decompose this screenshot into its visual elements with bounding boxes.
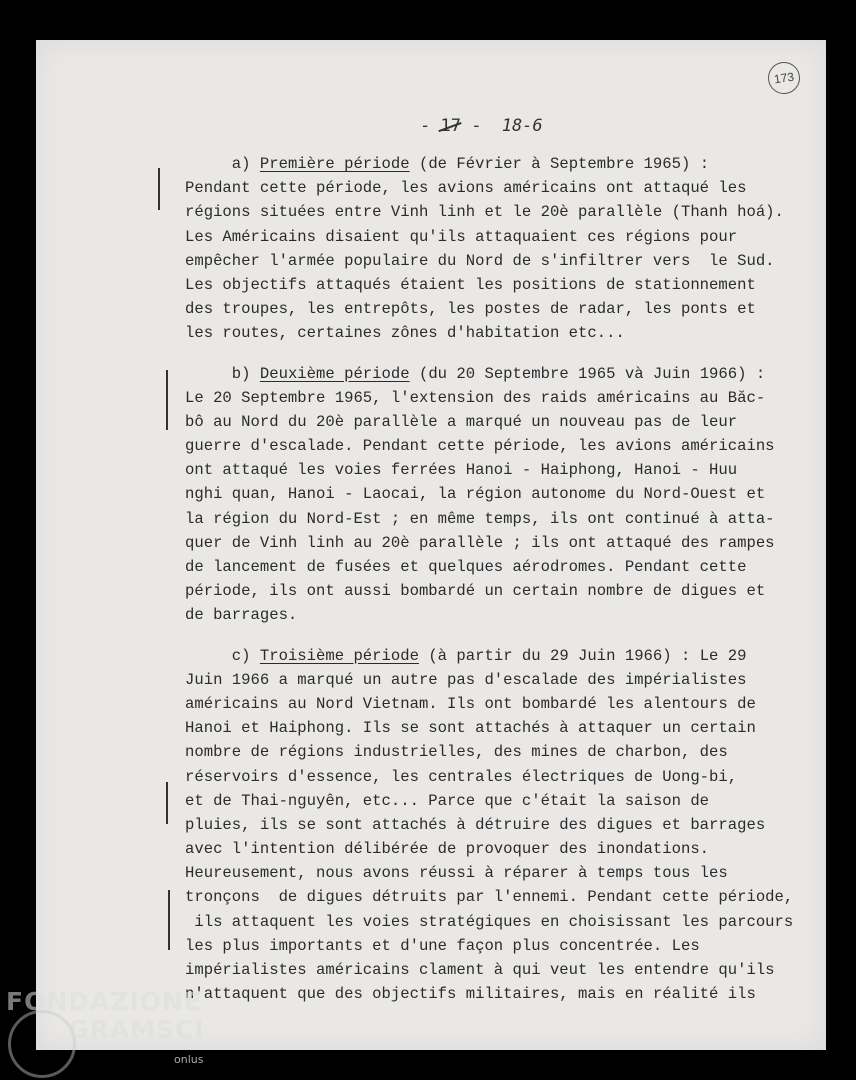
section-heading-line bbox=[185, 362, 825, 386]
margin-mark-c1 bbox=[166, 782, 168, 824]
text-line bbox=[185, 837, 825, 861]
line-text: Hanoi et Haiphong. Ils se sont attachés à attaquer un certain bbox=[185, 719, 756, 738]
line-text: (du 20 Septembre 1965 và Juin 1966) : bbox=[409, 364, 766, 383]
margin-mark-b bbox=[166, 370, 168, 430]
line-text: ont attaqué les voies ferrées Hanoi - Haiphong, Hanoi - Huu bbox=[185, 461, 738, 480]
line-text: pluies, ils se sont attachés à détruire des digues et barrages bbox=[185, 815, 766, 834]
line-text: de barrages. bbox=[185, 606, 298, 625]
text-line bbox=[185, 200, 825, 224]
text-line bbox=[185, 249, 825, 273]
text-line bbox=[185, 716, 825, 740]
text-line bbox=[185, 885, 825, 909]
text-line bbox=[185, 176, 825, 200]
line-text: régions situées entre Vinh linh et le 20è parallèle (Thanh hoá). bbox=[185, 203, 784, 222]
line-text: guerre d'escalade. Pendant cette période, les avions américains bbox=[185, 437, 775, 456]
section-label: a) bbox=[231, 155, 260, 173]
line-text: la région du Nord-Est ; en même temps, ils ont continué à atta- bbox=[185, 509, 775, 528]
watermark bbox=[6, 987, 205, 1066]
text-line bbox=[185, 861, 825, 885]
text-line bbox=[185, 225, 825, 249]
line-text: quer de Vinh linh au 20è parallèle ; ils ont attaqué des rampes bbox=[185, 533, 775, 552]
text-line bbox=[185, 692, 825, 716]
section-heading: Deuxième période bbox=[259, 364, 410, 383]
text-line bbox=[185, 531, 825, 555]
text-line bbox=[185, 386, 825, 410]
text-line bbox=[185, 934, 825, 958]
line-text: nombre de régions industrielles, des mines de charbon, des bbox=[185, 743, 728, 762]
text-line bbox=[185, 458, 825, 482]
line-text: tronçons de digues détruits par l'ennemi. Pendant cette période, bbox=[185, 888, 794, 907]
text-line bbox=[185, 482, 825, 506]
line-text: empêcher l'armée populaire du Nord de s'infiltrer vers le Sud. bbox=[185, 251, 775, 270]
line-text: Heureusement, nous avons réussi à réparer à temps tous les bbox=[185, 864, 728, 883]
text-line bbox=[185, 297, 825, 321]
section-heading: Troisième période bbox=[259, 646, 419, 665]
watermark-line2: GRAMSCI bbox=[68, 1015, 205, 1044]
line-text: avec l'intention délibérée de provoquer des inondations. bbox=[185, 840, 710, 859]
struck-page-number: 17 bbox=[440, 116, 461, 136]
line-text: période, ils ont aussi bombardé un certain nombre de digues et bbox=[185, 582, 766, 601]
margin-mark-a bbox=[158, 168, 160, 210]
text-line bbox=[185, 321, 825, 345]
paragraph-gap bbox=[185, 346, 825, 362]
line-text: les routes, certaines zônes d'habitation etc... bbox=[185, 324, 625, 343]
line-text: de lancement de fusées et quelques aérodromes. Pendant cette bbox=[185, 558, 747, 576]
text-line bbox=[185, 765, 825, 789]
text-line bbox=[185, 434, 825, 458]
text-line bbox=[185, 789, 825, 813]
text-line bbox=[185, 958, 825, 982]
line-text: Les Américains disaient qu'ils attaquaient ces régions pour bbox=[185, 227, 738, 246]
line-text: ils attaquent les voies stratégiques en choisissant les parcours bbox=[185, 912, 794, 931]
text-line bbox=[185, 579, 825, 603]
line-text: nghi quan, Hanoi - Laocai, la région autonome du Nord-Ouest et bbox=[185, 485, 766, 504]
margin-mark-c2 bbox=[168, 890, 170, 950]
line-text: réservoirs d'essence, les centrales électriques de Uong-bi, bbox=[185, 767, 738, 786]
text-line bbox=[185, 910, 825, 934]
text-line bbox=[185, 668, 825, 692]
line-text: les plus importants et d'une façon plus concentrée. Les bbox=[185, 936, 700, 955]
text-line bbox=[185, 507, 825, 531]
section-heading-line bbox=[185, 152, 825, 176]
section-label: b) bbox=[231, 364, 260, 383]
line-text: et de Thai-nguyên, etc... Parce que c'était la saison de bbox=[185, 791, 710, 810]
text-line bbox=[185, 603, 825, 627]
watermark-line3: onlus bbox=[174, 1053, 204, 1066]
watermark-line1: FONDAZIONE bbox=[6, 987, 203, 1016]
text-line bbox=[185, 813, 825, 837]
line-text: (à partir du 29 Juin 1966) : Le 29 bbox=[418, 646, 747, 665]
line-text: impérialistes américains clament à qui veut les entendre qu'ils bbox=[185, 961, 775, 979]
line-text: (de Février à Septembre 1965) : bbox=[409, 155, 710, 173]
paragraph-gap bbox=[185, 628, 825, 644]
line-text: Pendant cette période, les avions américains ont attaqué les bbox=[185, 179, 747, 198]
line-text: des troupes, les entrepôts, les postes de radar, les ponts et bbox=[185, 300, 756, 319]
line-text: Juin 1966 a marqué un autre pas d'escalade des impérialistes bbox=[185, 670, 747, 689]
section-heading-line bbox=[185, 644, 825, 668]
archive-stamp-number: 173 bbox=[773, 69, 795, 87]
text-line bbox=[185, 982, 825, 1006]
text-line bbox=[185, 273, 825, 297]
document-body bbox=[185, 152, 825, 1006]
line-text: bô au Nord du 20è parallèle a marqué un nouveau pas de leur bbox=[185, 412, 738, 431]
section-label: c) bbox=[231, 646, 260, 665]
page-number: - 17 - 18-6 bbox=[420, 116, 543, 136]
handwritten-page-number: 18-6 bbox=[501, 116, 543, 136]
text-line bbox=[185, 740, 825, 764]
line-text: n'attaquent que des objectifs militaires, mais en réalité ils bbox=[185, 985, 756, 1004]
line-text: Le 20 Septembre 1965, l'extension des raids américains au Băc- bbox=[185, 388, 766, 407]
line-text: américains au Nord Vietnam. Ils ont bombardé les alentours de bbox=[185, 694, 756, 713]
text-line bbox=[185, 555, 825, 579]
line-text: Les objectifs attaqués étaient les positions de stationnement bbox=[185, 275, 756, 294]
section-heading: Première période bbox=[259, 155, 410, 173]
text-line bbox=[185, 410, 825, 434]
